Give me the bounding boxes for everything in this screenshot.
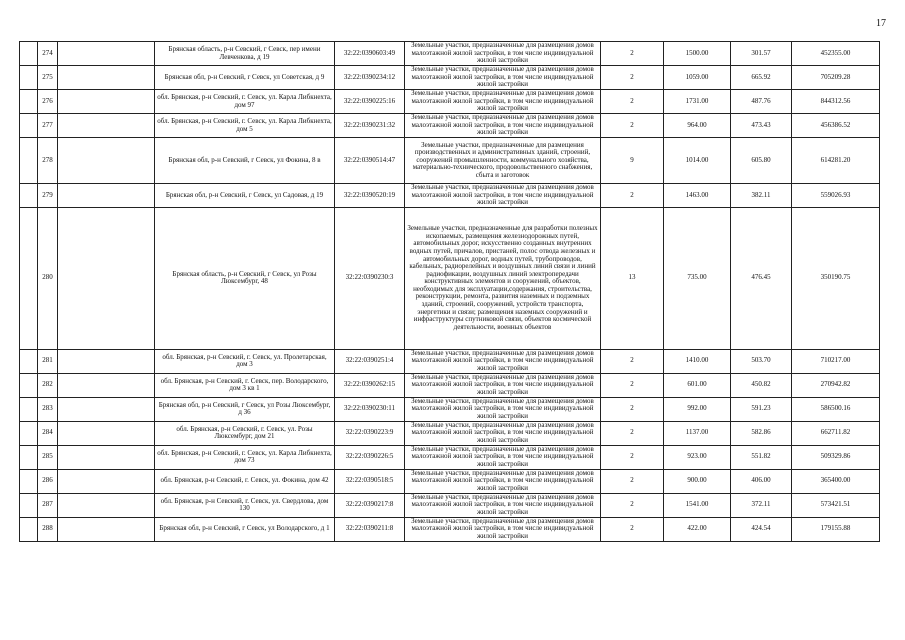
row-number: 288 xyxy=(38,517,58,541)
specific-value-cell: 665.92 xyxy=(731,66,792,90)
address-cell: Брянская обл, р-н Севский, г Севск, ул Володарского, д 1 xyxy=(155,517,335,541)
blank-cell xyxy=(20,373,38,397)
address-cell: обл. Брянская, р-н Севский, г. Севск, ул. Карла Либкнехта, дом 73 xyxy=(155,445,335,469)
address-cell: Брянская область, р-н Севский, г Севск, ул Розы Люксембург, 48 xyxy=(155,207,335,349)
blank-cell xyxy=(58,42,155,66)
cadastral-value-cell: 586500.16 xyxy=(792,397,880,421)
group-code-cell: 2 xyxy=(601,66,664,90)
row-number: 284 xyxy=(38,421,58,445)
table-row xyxy=(20,184,880,208)
blank-cell xyxy=(20,445,38,469)
blank-cell xyxy=(20,90,38,114)
cadastral-value-cell: 509329.86 xyxy=(792,445,880,469)
cadastral-value-cell: 270942.82 xyxy=(792,373,880,397)
cadastral-number-cell: 32:22:0390230:3 xyxy=(335,207,405,349)
row-number: 276 xyxy=(38,90,58,114)
specific-value-cell: 382.11 xyxy=(731,184,792,208)
permitted-use-cell: Земельные участки, предназначенные для размещения домов малоэтажной жилой застройки, в том числе индивидуальной жилой застройки xyxy=(405,349,601,373)
group-code-cell: 2 xyxy=(601,493,664,517)
row-number: 285 xyxy=(38,445,58,469)
area-cell: 1059.00 xyxy=(664,66,731,90)
blank-cell xyxy=(20,114,38,138)
area-cell: 992.00 xyxy=(664,397,731,421)
table-row xyxy=(20,469,880,493)
group-code-cell: 2 xyxy=(601,445,664,469)
row-number: 279 xyxy=(38,184,58,208)
area-cell: 1463.00 xyxy=(664,184,731,208)
address-cell: Брянская область, р-н Севский, г Севск, пер имени Левченкова, д 19 xyxy=(155,42,335,66)
area-cell: 735.00 xyxy=(664,207,731,349)
group-code-cell: 9 xyxy=(601,138,664,184)
blank-cell xyxy=(58,90,155,114)
table-row xyxy=(20,66,880,90)
cadastral-number-cell: 32:22:0390520:19 xyxy=(335,184,405,208)
cadastral-value-cell: 710217.00 xyxy=(792,349,880,373)
page-number: 17 xyxy=(876,18,886,29)
specific-value-cell: 487.76 xyxy=(731,90,792,114)
land-plots-table xyxy=(19,41,880,542)
address-cell: обл. Брянская, р-н Севский, г. Севск, ул. Пролетарская, дом 3 xyxy=(155,349,335,373)
specific-value-cell: 503.70 xyxy=(731,349,792,373)
address-cell: Брянская обл, р-н Севский, г Севск, ул Садовая, д 19 xyxy=(155,184,335,208)
group-code-cell: 2 xyxy=(601,349,664,373)
table-row xyxy=(20,517,880,541)
blank-cell xyxy=(20,184,38,208)
permitted-use-cell: Земельные участки, предназначенные для размещения домов малоэтажной жилой застройки, в том числе индивидуальной жилой застройки xyxy=(405,42,601,66)
permitted-use-cell: Земельные участки, предназначенные для размещения производственных и административных зданий, строений, сооружений промышленности, коммунального хозяйства, материально-технического, продовольственного снабжения, сбыта и заготовок xyxy=(405,138,601,184)
group-code-cell: 2 xyxy=(601,90,664,114)
cadastral-value-cell: 456386.52 xyxy=(792,114,880,138)
area-cell: 964.00 xyxy=(664,114,731,138)
row-number: 280 xyxy=(38,207,58,349)
area-cell: 900.00 xyxy=(664,469,731,493)
blank-cell xyxy=(58,493,155,517)
table-row xyxy=(20,349,880,373)
blank-cell xyxy=(20,421,38,445)
address-cell: Брянская обл, р-н Севский, г Севск, ул Розы Люксембург, д 36 xyxy=(155,397,335,421)
cadastral-number-cell: 32:22:0390230:11 xyxy=(335,397,405,421)
blank-cell xyxy=(20,493,38,517)
table-row xyxy=(20,114,880,138)
address-cell: обл. Брянская, р-н Севский, г. Севск, ул. Свердлова, дом 130 xyxy=(155,493,335,517)
cadastral-number-cell: 32:22:0390226:5 xyxy=(335,445,405,469)
blank-cell xyxy=(58,445,155,469)
permitted-use-cell: Земельные участки, предназначенные для размещения домов малоэтажной жилой застройки, в том числе индивидуальной жилой застройки xyxy=(405,114,601,138)
table-row xyxy=(20,90,880,114)
group-code-cell: 13 xyxy=(601,207,664,349)
cadastral-value-cell: 573421.51 xyxy=(792,493,880,517)
cadastral-number-cell: 32:22:0390603:49 xyxy=(335,42,405,66)
blank-cell xyxy=(58,397,155,421)
blank-cell xyxy=(58,373,155,397)
blank-cell xyxy=(58,114,155,138)
blank-cell xyxy=(20,469,38,493)
cadastral-value-cell: 614281.20 xyxy=(792,138,880,184)
area-cell: 422.00 xyxy=(664,517,731,541)
address-cell: Брянская обл, р-н Севский, г Севск, ул Советская, д 9 xyxy=(155,66,335,90)
specific-value-cell: 476.45 xyxy=(731,207,792,349)
cadastral-number-cell: 32:22:0390262:15 xyxy=(335,373,405,397)
area-cell: 1410.00 xyxy=(664,349,731,373)
address-cell: обл. Брянская, р-н Севский, г. Севск, пер. Володарского, дом 3 кв 1 xyxy=(155,373,335,397)
permitted-use-cell: Земельные участки, предназначенные для размещения домов малоэтажной жилой застройки, в том числе индивидуальной жилой застройки xyxy=(405,397,601,421)
blank-cell xyxy=(58,349,155,373)
table-row xyxy=(20,42,880,66)
area-cell: 1137.00 xyxy=(664,421,731,445)
area-cell: 1731.00 xyxy=(664,90,731,114)
cadastral-number-cell: 32:22:0390217:8 xyxy=(335,493,405,517)
table-row xyxy=(20,373,880,397)
cadastral-value-cell: 662711.82 xyxy=(792,421,880,445)
permitted-use-cell: Земельные участки, предназначенные для размещения домов малоэтажной жилой застройки, в том числе индивидуальной жилой застройки xyxy=(405,421,601,445)
blank-cell xyxy=(58,184,155,208)
cadastral-value-cell: 179155.88 xyxy=(792,517,880,541)
address-cell: обл. Брянская, р-н Севский, г. Севск, ул. Карла Либкнехта, дом 5 xyxy=(155,114,335,138)
group-code-cell: 2 xyxy=(601,114,664,138)
blank-cell xyxy=(20,66,38,90)
table-row xyxy=(20,138,880,184)
row-number: 283 xyxy=(38,397,58,421)
cadastral-number-cell: 32:22:0390231:32 xyxy=(335,114,405,138)
table-row xyxy=(20,397,880,421)
specific-value-cell: 473.43 xyxy=(731,114,792,138)
cadastral-number-cell: 32:22:0390223:9 xyxy=(335,421,405,445)
cadastral-number-cell: 32:22:0390251:4 xyxy=(335,349,405,373)
cadastral-value-cell: 705209.28 xyxy=(792,66,880,90)
area-cell: 1014.00 xyxy=(664,138,731,184)
group-code-cell: 2 xyxy=(601,469,664,493)
blank-cell xyxy=(58,421,155,445)
blank-cell xyxy=(20,349,38,373)
group-code-cell: 2 xyxy=(601,42,664,66)
group-code-cell: 2 xyxy=(601,421,664,445)
permitted-use-cell: Земельные участки, предназначенные для размещения домов малоэтажной жилой застройки, в том числе индивидуальной жилой застройки xyxy=(405,90,601,114)
permitted-use-cell: Земельные участки, предназначенные для размещения домов малоэтажной жилой застройки, в том числе индивидуальной жилой застройки xyxy=(405,184,601,208)
blank-cell xyxy=(20,517,38,541)
cadastral-number-cell: 32:22:0390518:5 xyxy=(335,469,405,493)
cadastral-value-cell: 350190.75 xyxy=(792,207,880,349)
blank-cell xyxy=(20,207,38,349)
address-cell: Брянская обл, р-н Севский, г Севск, ул Фокина, 8 в xyxy=(155,138,335,184)
permitted-use-cell: Земельные участки, предназначенные для размещения домов малоэтажной жилой застройки, в том числе индивидуальной жилой застройки xyxy=(405,66,601,90)
group-code-cell: 2 xyxy=(601,517,664,541)
group-code-cell: 2 xyxy=(601,397,664,421)
blank-cell xyxy=(20,138,38,184)
permitted-use-cell: Земельные участки, предназначенные для размещения домов малоэтажной жилой застройки, в том числе индивидуальной жилой застройки xyxy=(405,517,601,541)
row-number: 281 xyxy=(38,349,58,373)
permitted-use-cell: Земельные участки, предназначенные для размещения домов малоэтажной жилой застройки, в том числе индивидуальной жилой застройки xyxy=(405,469,601,493)
area-cell: 601.00 xyxy=(664,373,731,397)
area-cell: 923.00 xyxy=(664,445,731,469)
cadastral-value-cell: 365400.00 xyxy=(792,469,880,493)
row-number: 286 xyxy=(38,469,58,493)
cadastral-number-cell: 32:22:0390234:12 xyxy=(335,66,405,90)
row-number: 287 xyxy=(38,493,58,517)
table-body xyxy=(20,42,880,542)
table-row xyxy=(20,493,880,517)
row-number: 282 xyxy=(38,373,58,397)
cadastral-value-cell: 452355.00 xyxy=(792,42,880,66)
cadastral-value-cell: 559026.93 xyxy=(792,184,880,208)
specific-value-cell: 450.82 xyxy=(731,373,792,397)
area-cell: 1541.00 xyxy=(664,493,731,517)
cadastral-number-cell: 32:22:0390225:16 xyxy=(335,90,405,114)
permitted-use-cell: Земельные участки, предназначенные для размещения домов малоэтажной жилой застройки, в том числе индивидуальной жилой застройки xyxy=(405,493,601,517)
row-number: 275 xyxy=(38,66,58,90)
address-cell: обл. Брянская, р-н Севский, г. Севск, ул. Розы Люксембург, дом 21 xyxy=(155,421,335,445)
cadastral-number-cell: 32:22:0390514:47 xyxy=(335,138,405,184)
blank-cell xyxy=(20,397,38,421)
specific-value-cell: 591.23 xyxy=(731,397,792,421)
table-row xyxy=(20,421,880,445)
blank-cell xyxy=(58,66,155,90)
address-cell: обл. Брянская, р-н Севский, г. Севск, ул. Карла Либкнехта, дом 97 xyxy=(155,90,335,114)
row-number: 277 xyxy=(38,114,58,138)
specific-value-cell: 301.57 xyxy=(731,42,792,66)
blank-cell xyxy=(58,207,155,349)
permitted-use-cell: Земельные участки, предназначенные для размещения домов малоэтажной жилой застройки, в том числе индивидуальной жилой застройки xyxy=(405,445,601,469)
address-cell: обл. Брянская, р-н Севский, г. Севск, ул. Фокина, дом 42 xyxy=(155,469,335,493)
cadastral-number-cell: 32:22:0390211:8 xyxy=(335,517,405,541)
specific-value-cell: 406.00 xyxy=(731,469,792,493)
cadastral-value-cell: 844312.56 xyxy=(792,90,880,114)
permitted-use-cell: Земельные участки, предназначенные для разработки полезных ископаемых, размещения железнодорожных путей, автомобильных дорог, искусственно созданных внутренних водных путей, причалов, пристаней, полос отвода железных и автомобильных дорог, водных путей, трубопроводов, кабельных, радиорелейных и воздушных линий связи и линий радиофикации, воздушных линий электропередачи конструктивных элементов и сооружений, объектов, необходимых для эксплуатации,содержания, строительства, реконструкции, ремонта, развития наземных и подземных зданий, строений, сооружений, устройств транспорта, энергетики и связи; размещения наземных сооружений и инфраструктуры спутниковой связи, объектов космической деятельности, военных объектов xyxy=(405,207,601,349)
group-code-cell: 2 xyxy=(601,373,664,397)
blank-cell xyxy=(20,42,38,66)
group-code-cell: 2 xyxy=(601,184,664,208)
blank-cell xyxy=(58,469,155,493)
specific-value-cell: 582.86 xyxy=(731,421,792,445)
row-number: 278 xyxy=(38,138,58,184)
permitted-use-cell: Земельные участки, предназначенные для размещения домов малоэтажной жилой застройки, в том числе индивидуальной жилой застройки xyxy=(405,373,601,397)
blank-cell xyxy=(58,517,155,541)
specific-value-cell: 605.80 xyxy=(731,138,792,184)
row-number: 274 xyxy=(38,42,58,66)
specific-value-cell: 551.82 xyxy=(731,445,792,469)
table-row xyxy=(20,445,880,469)
table-row xyxy=(20,207,880,349)
specific-value-cell: 372.11 xyxy=(731,493,792,517)
specific-value-cell: 424.54 xyxy=(731,517,792,541)
blank-cell xyxy=(58,138,155,184)
area-cell: 1500.00 xyxy=(664,42,731,66)
